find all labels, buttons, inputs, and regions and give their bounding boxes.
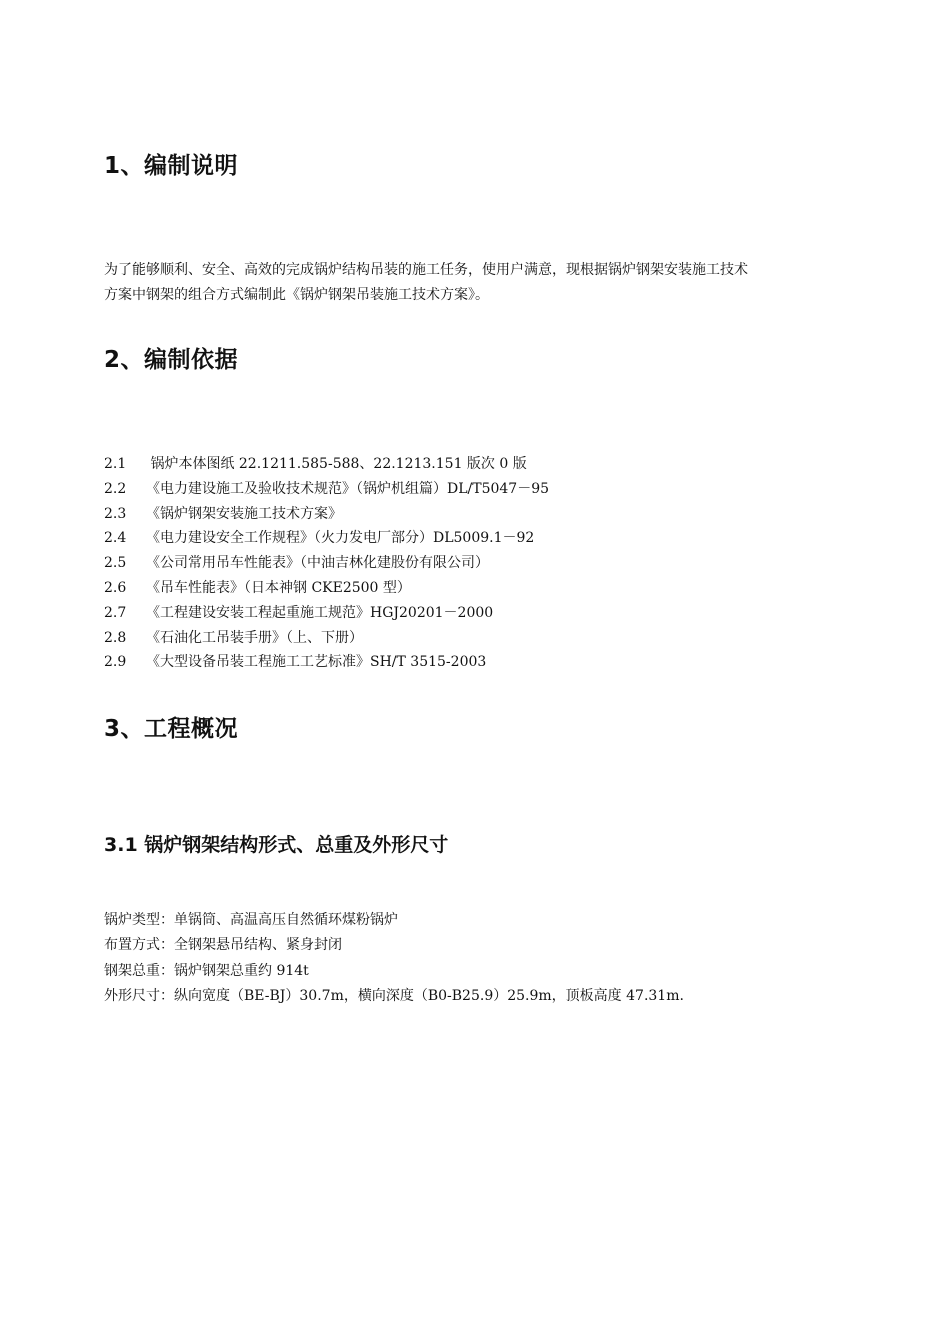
section-1-paragraph — [104, 258, 884, 308]
item-number: 2.4 — [104, 530, 127, 547]
list-item — [104, 502, 864, 527]
item-number: 2.6 — [104, 579, 127, 596]
list-item — [104, 452, 864, 477]
item-text: 《大型设备吊装工程施工工艺标准》SH/T 3515-2003 — [146, 654, 487, 671]
item-number: 2.8 — [104, 629, 127, 646]
item-number: 2.9 — [104, 654, 127, 671]
section-2-heading: 2、编制依据 — [104, 347, 239, 373]
list-item — [104, 601, 864, 626]
item-text: 《电力建设安全工作规程》（火力发电厂部分）DL5009.1－92 — [146, 530, 535, 547]
section-1-heading: 1、编制说明 — [104, 153, 239, 179]
list-item — [104, 526, 864, 551]
list-item — [104, 551, 864, 576]
item-text: 《锅炉钢架安装施工技术方案》 — [146, 505, 342, 522]
list-item — [104, 477, 864, 502]
fact-arrangement: 布置方式：全钢架悬吊结构、紧身封闭 — [104, 937, 342, 954]
reference-list — [104, 452, 864, 675]
item-text: 《电力建设施工及验收技术规范》（锅炉机组篇）DL/T5047－95 — [146, 480, 550, 497]
item-number: 2.2 — [104, 480, 127, 497]
subsection-3-1-heading: 3.1 锅炉钢架结构形式、总重及外形尺寸 — [104, 834, 449, 856]
list-item — [104, 650, 864, 675]
item-number: 2.7 — [104, 604, 127, 621]
section-3-heading: 3、工程概况 — [104, 716, 239, 742]
fact-total-weight: 钢架总重：锅炉钢架总重约 914t — [104, 962, 309, 979]
boiler-facts — [104, 908, 884, 1009]
list-item — [104, 576, 864, 601]
list-item — [104, 626, 864, 651]
fact-boiler-type: 锅炉类型：单锅筒、高温高压自然循环煤粉锅炉 — [104, 912, 398, 928]
item-number: 2.5 — [104, 555, 127, 572]
item-text: 《公司常用吊车性能表》（中油吉林化建股份有限公司） — [146, 555, 489, 572]
item-number: 2.1 — [104, 456, 127, 472]
fact-dimensions: 外形尺寸：纵向宽度（BE-BJ）30.7m，横向深度（B0-B25.9）25.9m，顶板高度 47.31m. — [104, 987, 684, 1004]
paragraph-line: 为了能够顺利、安全、高效的完成锅炉结构吊装的施工任务，使用户满意，现根据锅炉钢架安装施工技术 — [104, 262, 748, 278]
item-text: 锅炉本体图纸 22.1211.585-588、22.1213.151 版次 0 版 — [146, 456, 527, 472]
paragraph-line: 方案中钢架的组合方式编制此《锅炉钢架吊装施工技术方案》。 — [104, 287, 489, 303]
item-text: 《吊车性能表》（日本神钢 CKE2500 型） — [146, 579, 411, 596]
item-number: 2.3 — [104, 505, 127, 522]
item-text: 《石油化工吊装手册》（上、下册） — [146, 629, 363, 646]
item-text: 《工程建设安装工程起重施工规范》HGJ20201－2000 — [146, 604, 494, 621]
